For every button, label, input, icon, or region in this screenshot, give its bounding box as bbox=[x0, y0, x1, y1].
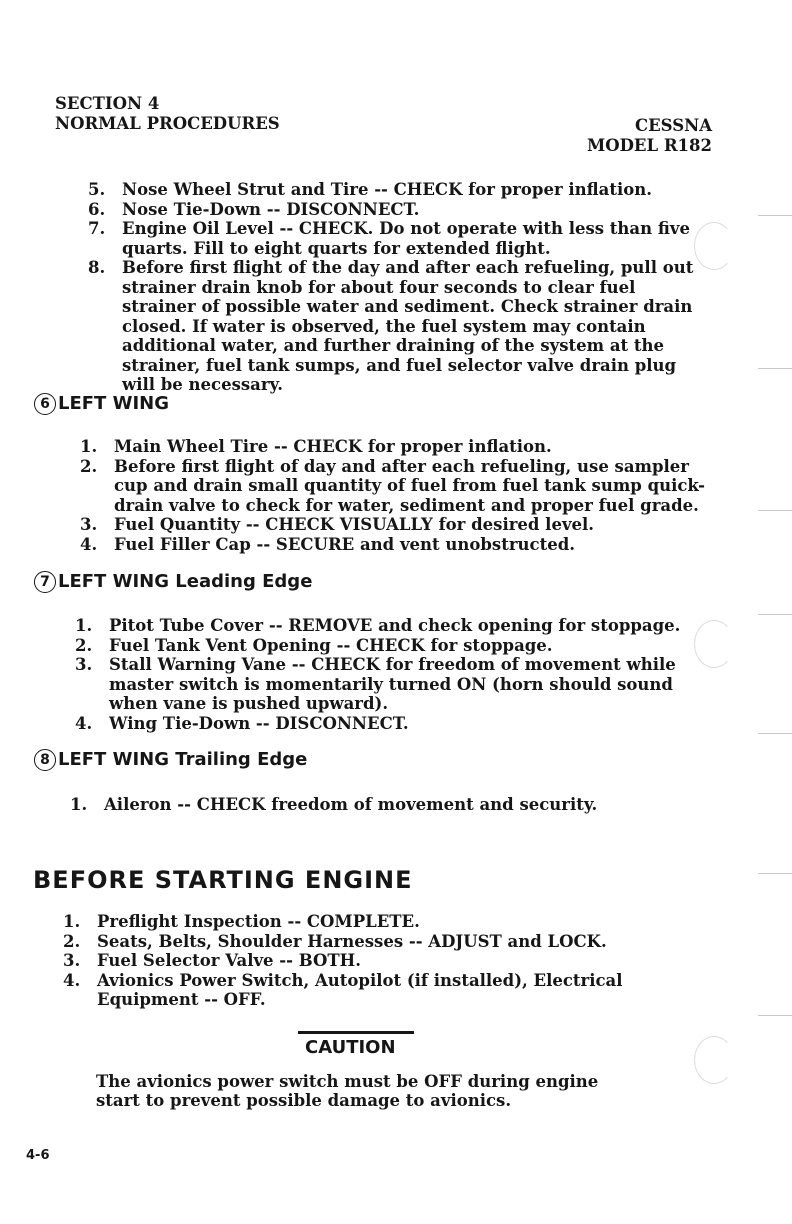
caution-rule bbox=[298, 1031, 414, 1034]
left-wing-heading: 6 LEFT WING bbox=[34, 392, 169, 416]
before-starting-engine-heading: BEFORE STARTING ENGINE bbox=[33, 866, 413, 894]
caution-label: CAUTION bbox=[305, 1037, 396, 1058]
list-item: 6. Nose Tie-Down -- DISCONNECT. bbox=[88, 199, 420, 219]
leading-edge-steps-list bbox=[75, 616, 708, 733]
list-item: 4. Fuel Filler Cap -- SECURE and vent unobstructed. bbox=[80, 534, 575, 554]
left-wing-leading-edge-heading: 7 LEFT WING Leading Edge bbox=[34, 570, 312, 594]
step-badge: 7 bbox=[34, 571, 56, 593]
punch-hole bbox=[694, 1036, 734, 1084]
manufacturer: CESSNA bbox=[634, 116, 712, 135]
aircraft-model: MODEL R182 bbox=[586, 136, 712, 155]
edge-mark bbox=[758, 1015, 792, 1016]
list-item: 3. Fuel Quantity -- CHECK VISUALLY for desired level. bbox=[80, 515, 595, 534]
list-item: 1. Main Wheel Tire -- CHECK for proper inflation. bbox=[80, 437, 552, 456]
list-item: 4. Wing Tie-Down -- DISCONNECT. bbox=[75, 713, 409, 733]
edge-mark bbox=[758, 510, 792, 511]
edge-mark bbox=[758, 873, 792, 874]
list-item: 2. Fuel Tank Vent Opening -- CHECK for stoppage. bbox=[75, 635, 553, 655]
step-badge: 6 bbox=[34, 393, 56, 415]
edge-mark bbox=[758, 215, 792, 216]
list-item: 3. Stall Warning Vane -- CHECK for freedom of movement while master switch is momentarily turned ON (horn should sound when vane is pushed upward). bbox=[75, 655, 676, 713]
caution-text: The avionics power switch must be OFF during engine start to prevent possible damage to avionics. bbox=[96, 1072, 599, 1110]
list-item: 8. Before first flight of the day and after each refueling, pull out strainer drain knob for about four seconds to clear fuel strainer of possible water and sediment. Check strainer drain closed. If water is observed, the fuel system may contain additional water, and further draining of the system at the strainer, fuel tank sumps, and fuel selector valve drain plug will be necessary. bbox=[88, 258, 694, 394]
trailing-edge-steps-list bbox=[70, 795, 690, 815]
edge-mark bbox=[758, 368, 792, 369]
left-wing-trailing-edge-heading: 8 LEFT WING Trailing Edge bbox=[34, 748, 307, 772]
list-item: 2. Seats, Belts, Shoulder Harnesses -- ADJUST and LOCK. bbox=[63, 931, 607, 951]
list-item: 5. Nose Wheel Strut and Tire -- CHECK for proper inflation. bbox=[88, 180, 652, 199]
list-item: 1. Aileron -- CHECK freedom of movement and security. bbox=[70, 795, 598, 814]
page-header-left bbox=[55, 94, 280, 134]
edge-mark bbox=[758, 733, 792, 734]
list-item: 4. Avionics Power Switch, Autopilot (if installed), Electrical Equipment -- OFF. bbox=[63, 970, 623, 1009]
step-badge: 8 bbox=[34, 749, 56, 771]
page-header-right bbox=[587, 116, 712, 156]
list-item: 2. Before first flight of day and after each refueling, use sampler cup and drain small quantity of fuel from fuel tank sump quick-drain valve to check for water, sediment and proper fuel grade. bbox=[80, 456, 706, 515]
list-item: 7. Engine Oil Level -- CHECK. Do not operate with less than five quarts. Fill to eight quarts for extended flight. bbox=[88, 219, 690, 258]
list-item: 1. Pitot Tube Cover -- REMOVE and check opening for stoppage. bbox=[75, 616, 681, 635]
section-title: NORMAL PROCEDURES bbox=[55, 114, 280, 133]
list-item: 3. Fuel Selector Valve -- BOTH. bbox=[63, 951, 361, 970]
nose-steps-list bbox=[88, 180, 708, 395]
left-wing-steps-list bbox=[80, 437, 708, 554]
before-starting-steps-list bbox=[63, 912, 693, 1010]
section-label: SECTION 4 bbox=[55, 94, 160, 113]
page-number: 4-6 bbox=[26, 1148, 50, 1163]
edge-mark bbox=[758, 614, 792, 615]
list-item: 1. Preflight Inspection -- COMPLETE. bbox=[63, 912, 420, 931]
